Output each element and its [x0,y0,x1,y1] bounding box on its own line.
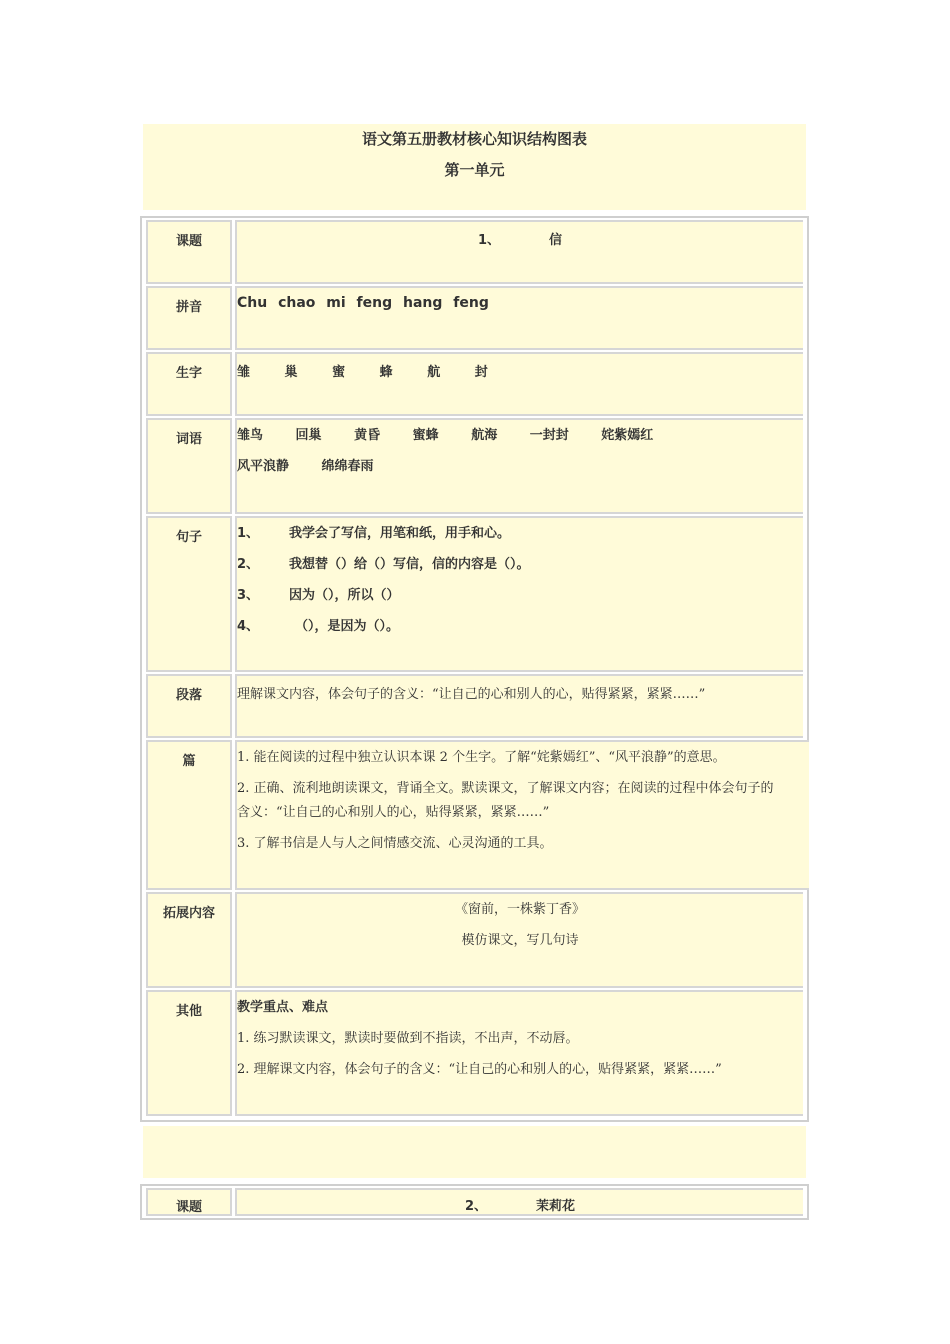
word-item: 雏鸟 [237,428,264,443]
topic-number: 1、 [477,233,500,248]
piece-line: 2. 正确、流利地朗读课文，背诵全文。默读课文，了解课文内容；在阅读的过程中体会句子的 [237,781,774,796]
sentences-cell [235,516,803,672]
other-line: 1. 练习默读课文，默读时要做到不指读，不出声，不动唇。 [237,1031,579,1046]
chars-cell [235,352,803,416]
extension-line: 《窗前，一株紫丁香》 [454,902,585,917]
sentence-text: 因为（），所以（） [289,588,400,603]
char-item: 航 [427,365,441,380]
piece-line: 3. 了解书信是人与人之间情感交流、心灵沟通的工具。 [237,836,553,851]
document-header [143,124,806,210]
words-cell [235,418,803,514]
paragraph-text: 理解课文内容，体会句子的含义：“让自己的心和别人的心，贴得紧紧，紧紧……” [237,687,706,702]
topic-cell [235,220,803,284]
topic-title-2: 茉莉花 [536,1199,576,1214]
unit-title: 第一单元 [444,161,505,179]
other-cell [235,990,803,1116]
words-line-1 [237,427,803,458]
other-heading: 教学重点、难点 [237,1000,329,1015]
sentence-text: 我想替（）给（）写信，信的内容是（）。 [289,557,530,572]
word-item: 风平浪静 [237,459,290,474]
sentence-item [237,587,803,618]
word-item: 回巢 [295,428,322,443]
sentence-item [237,525,803,556]
word-item: 黄昏 [354,428,381,443]
paragraph-cell [235,674,803,738]
lesson-1-table [140,216,809,1122]
word-item: 航海 [471,428,498,443]
label-extension: 拓展内容 [146,892,232,988]
char-item: 雏 [237,365,251,380]
topic-title: 信 [549,233,563,248]
char-item: 蜂 [379,365,393,380]
char-item: 封 [474,365,488,380]
other-line: 2. 理解课文内容，体会句子的含义：“让自己的心和别人的心，贴得紧紧，紧紧……” [237,1062,722,1077]
lesson-2-table [140,1184,809,1220]
word-item: 绵绵春雨 [321,459,374,474]
word-item: 蜜蜂 [412,428,439,443]
sentence-item [237,556,803,587]
topic-cell-2 [235,1188,803,1216]
sentence-number: 2、 [237,557,260,572]
char-item: 蜜 [332,365,346,380]
piece-cell [235,740,809,890]
document-title: 语文第五册教材核心知识结构图表 [361,130,587,148]
words-line-2 [237,458,803,489]
topic-number-2: 2、 [464,1199,487,1214]
label-other: 其他 [146,990,232,1116]
sentence-item [237,618,803,649]
piece-line: 含义：“让自己的心和别人的心，贴得紧紧，紧紧……” [237,805,550,820]
pinyin-cell [235,286,803,350]
label-sentences: 句子 [146,516,232,672]
sentence-number: 1、 [237,526,260,541]
label-words: 词语 [146,418,232,514]
label-piece: 篇 [146,740,232,890]
label-paragraph: 段落 [146,674,232,738]
char-item: 巢 [284,365,298,380]
label-topic: 课题 [146,220,232,284]
label-chars: 生字 [146,352,232,416]
sentence-number: 3、 [237,588,260,603]
piece-line: 1. 能在阅读的过程中独立认识本课 2 个生字。了解“姹紫嫣红”、“风平浪静”的意思。 [237,750,726,765]
extension-line: 模仿课文，写几句诗 [461,933,579,948]
sentence-number: 4、 [237,619,260,634]
label-topic-2: 课题 [146,1188,232,1216]
extension-cell [235,892,803,988]
label-pinyin: 拼音 [146,286,232,350]
sentence-text: （），是因为（）。 [295,619,400,634]
section-spacer [143,1126,806,1178]
pinyin-text: Chu chao mi feng hang feng [237,295,489,311]
word-item: 姹紫嫣红 [601,428,654,443]
word-item: 一封封 [529,428,569,443]
sentence-text: 我学会了写信，用笔和纸，用手和心。 [289,526,511,541]
